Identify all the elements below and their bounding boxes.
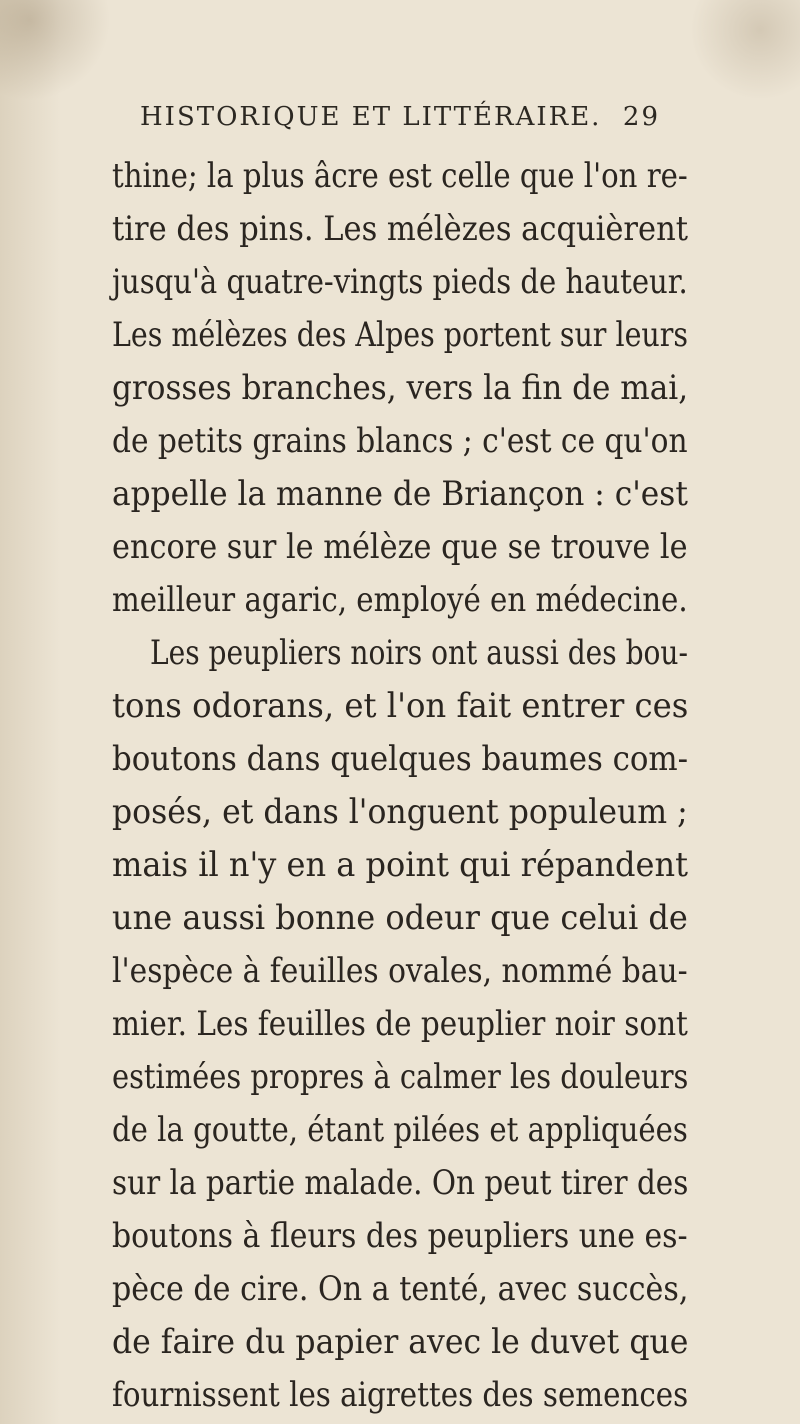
text-line: une aussi bonne odeur que celui de [112, 898, 688, 938]
text-line: grosses branches, vers la fin de mai, [112, 368, 689, 408]
text-line: posés, et dans l'onguent populeum ; [112, 792, 688, 832]
text-line: boutons dans quelques baumes com- [112, 739, 689, 779]
text-line: mais il n'y en a point qui répandent [112, 845, 688, 885]
text-line: l'espèce à feuilles ovales, nommé bau- [112, 951, 688, 991]
text-line: tire des pins. Les mélèzes acquièrent [112, 209, 688, 249]
page-header [140, 102, 660, 142]
text-line: de faire du papier avec le duvet que [112, 1322, 689, 1362]
page-number: 29 [622, 102, 660, 132]
text-line: pèce de cire. On a tenté, avec succès, [112, 1269, 689, 1309]
text-line: thine; la plus âcre est celle que l'on re- [112, 156, 688, 196]
text-line: de la goutte, étant pilées et appliquées [112, 1110, 688, 1150]
text-line: sur la partie malade. On peut tirer des [112, 1163, 689, 1203]
text-line: boutons à fleurs des peupliers une es- [112, 1216, 688, 1256]
text-line: meilleur agaric, employé en médecine. [112, 580, 688, 620]
text-line: jusqu'à quatre-vingts pieds de hauteur. [112, 262, 688, 302]
text-line: encore sur le mélèze que se trouve le [112, 527, 688, 567]
paragraph-start-line: Les peupliers noirs ont aussi des bou- [150, 633, 688, 673]
text-line: fournissent les aigrettes des semences [112, 1375, 689, 1415]
running-title: HISTORIQUE ET LITTÉRAIRE. [140, 102, 602, 132]
text-line: estimées propres à calmer les douleurs [112, 1057, 689, 1097]
text-line: tons odorans, et l'on fait entrer ces [112, 686, 689, 726]
text-line: Les mélèzes des Alpes portent sur leurs [112, 315, 688, 355]
text-line: mier. Les feuilles de peuplier noir sont [112, 1004, 688, 1044]
text-line: appelle la manne de Briançon : c'est [112, 474, 688, 514]
text-line: de petits grains blancs ; c'est ce qu'on [112, 421, 688, 461]
